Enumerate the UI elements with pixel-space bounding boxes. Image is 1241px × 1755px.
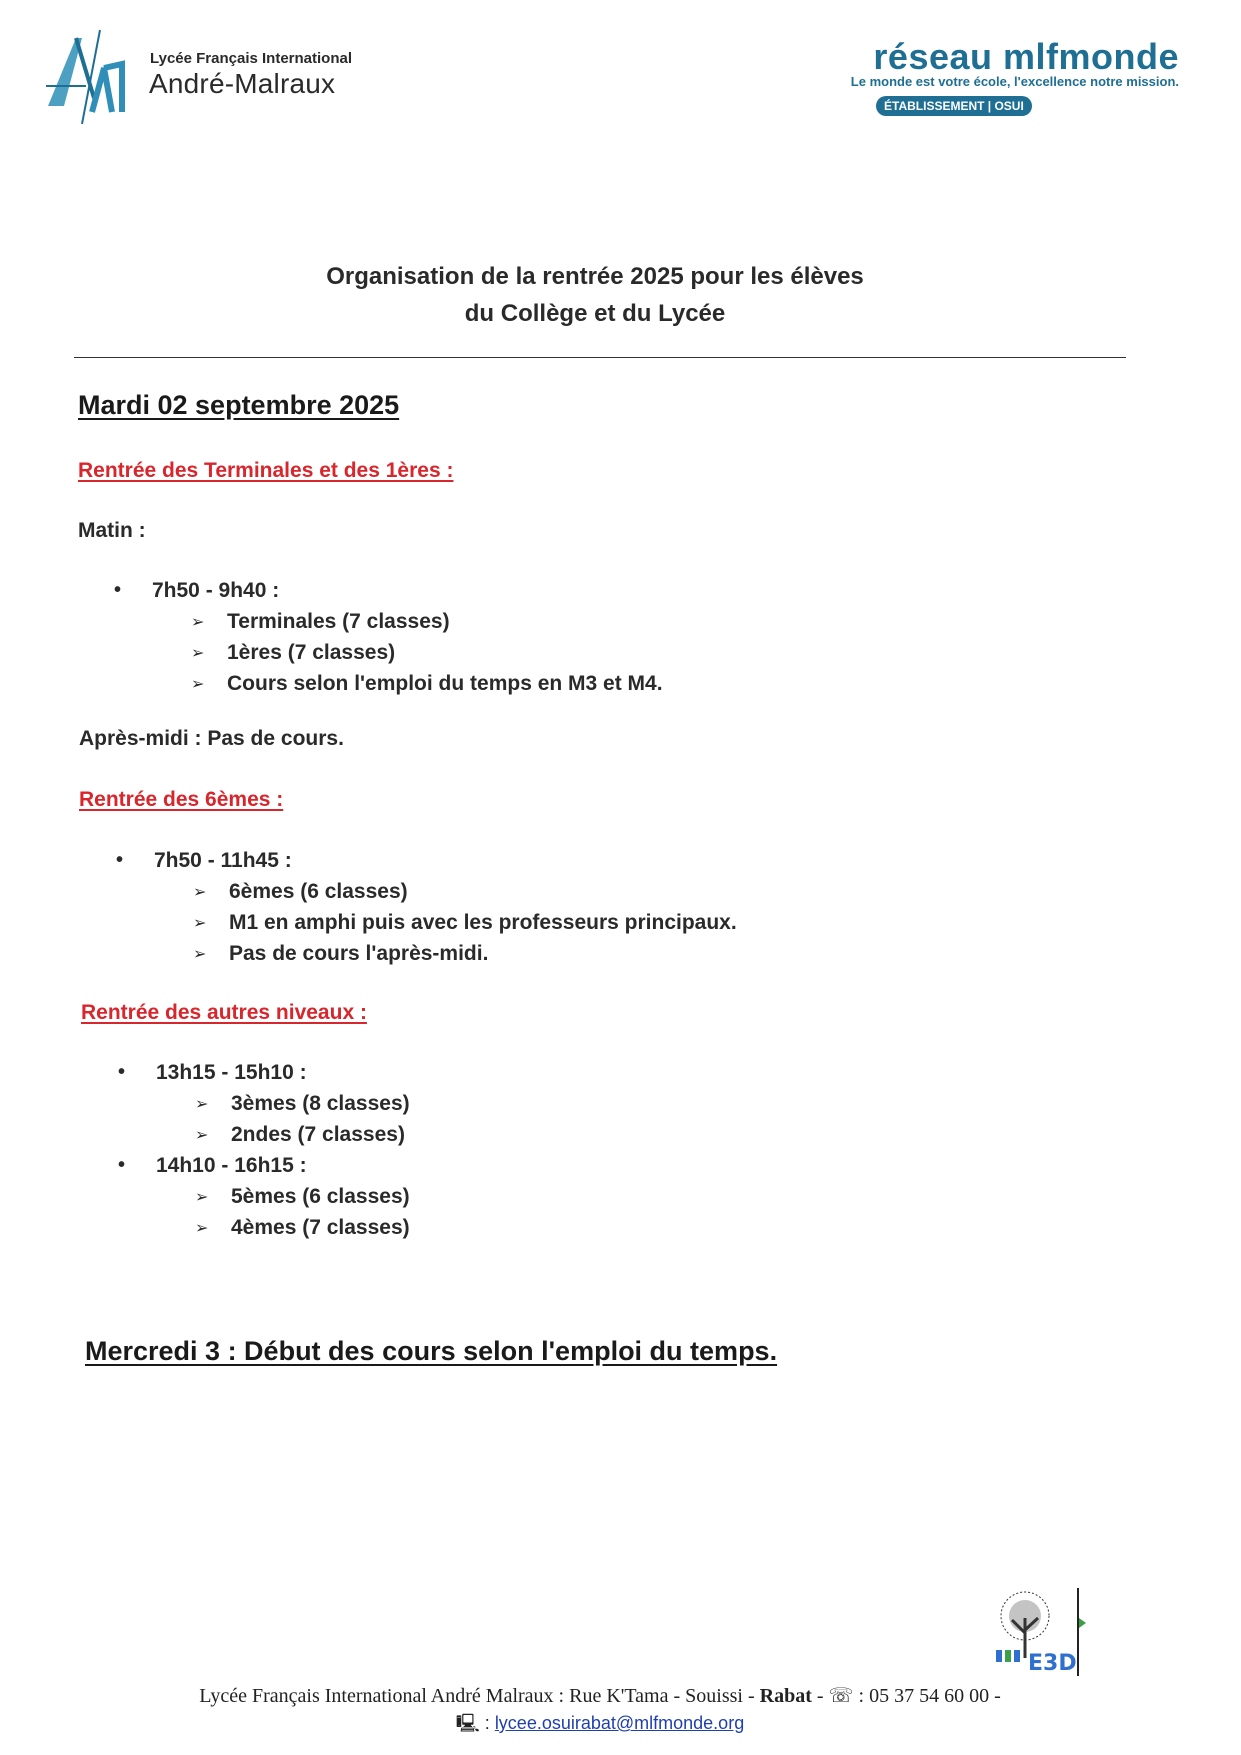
terminales-schedule [114, 575, 663, 699]
list-item [195, 1212, 410, 1243]
list-item [193, 876, 737, 907]
matin-label: Matin : [78, 519, 146, 542]
list-item-text: M1 en amphi puis avec les professeurs principaux. [229, 911, 737, 934]
list-item [193, 938, 737, 969]
list-item-text: 1ères (7 classes) [227, 641, 396, 664]
network-tagline: Le monde est votre école, l'excellence notre mission. [850, 74, 1179, 89]
school-name: André-Malraux [149, 68, 336, 99]
list-item-text: 6èmes (6 classes) [229, 880, 408, 903]
list-item-text: 3èmes (8 classes) [231, 1092, 410, 1115]
document-title [0, 258, 1190, 332]
list-item [191, 668, 663, 699]
list-item [191, 606, 663, 637]
title-divider [74, 357, 1126, 358]
title-line-2: du Collège et du Lycée [464, 300, 726, 327]
list-item-text: Pas de cours l'après-midi. [229, 942, 489, 965]
e3d-logo-text: E3D [1028, 1651, 1077, 1676]
time-slot-label: 7h50 - 9h40 : [152, 579, 280, 602]
arrow-bullet-icon: ➢ [193, 944, 207, 963]
sixiemes-schedule [116, 845, 737, 969]
sub-list [156, 1181, 410, 1243]
time-slot [118, 1057, 410, 1150]
footer-address-text: Lycée Français International André Malraux : Rue K'Tama - Souissi - [199, 1685, 755, 1707]
footer-phone: - ☏ : 05 37 54 60 00 - [816, 1685, 1001, 1707]
arrow-bullet-icon: ➢ [193, 913, 207, 932]
arrow-bullet-icon: ➢ [193, 882, 207, 901]
apres-midi-text: Après-midi : Pas de cours. [79, 727, 344, 750]
list-item [193, 907, 737, 938]
tuesday-heading: Mardi 02 septembre 2025 [78, 390, 400, 420]
sub-list [152, 606, 663, 699]
time-slot [116, 845, 737, 969]
bullet-icon: • [114, 579, 122, 601]
list-item-text: 4èmes (7 classes) [231, 1216, 410, 1239]
list-item-text: 5èmes (6 classes) [231, 1185, 410, 1208]
footer-email-link[interactable]: lycee.osuirabat@mlfmonde.org [494, 1713, 745, 1733]
footer-contact [0, 1711, 1200, 1741]
list-item [195, 1181, 410, 1212]
sixiemes-heading: Rentrée des 6èmes : [79, 788, 284, 811]
time-slot-label: 13h15 - 15h10 : [156, 1061, 307, 1084]
time-slot [114, 575, 663, 699]
network-badge: ÉTABLISSEMENT | OSUI [876, 96, 1032, 116]
terminales-heading: Rentrée des Terminales et des 1ères : [78, 459, 454, 482]
sub-list [156, 1088, 410, 1150]
arrow-bullet-icon: ➢ [191, 612, 205, 631]
time-slot-label: 7h50 - 11h45 : [154, 849, 292, 872]
computer-icon: 🖳 : [455, 1713, 490, 1733]
bullet-icon: • [116, 849, 124, 871]
arrow-bullet-icon: ➢ [191, 674, 205, 693]
bullet-icon: • [118, 1154, 126, 1176]
arrow-bullet-icon: ➢ [195, 1187, 209, 1206]
footer-address [0, 1683, 1200, 1708]
arrow-bullet-icon: ➢ [191, 643, 205, 662]
time-slot-label: 14h10 - 16h15 : [156, 1154, 307, 1177]
time-slot [118, 1150, 410, 1243]
school-subtitle: Lycée Français International [150, 50, 353, 67]
arrow-bullet-icon: ➢ [195, 1218, 209, 1237]
bullet-icon: • [118, 1061, 126, 1083]
list-item [195, 1119, 410, 1150]
arrow-bullet-icon: ➢ [195, 1125, 209, 1144]
e3d-tree-logo [990, 1588, 1086, 1678]
am-logo [42, 28, 138, 124]
list-item [195, 1088, 410, 1119]
list-item-text: 2ndes (7 classes) [231, 1123, 405, 1146]
list-item [191, 637, 663, 668]
list-item-text: Cours selon l'emploi du temps en M3 et M4. [227, 672, 663, 695]
footer-city: Rabat [759, 1685, 812, 1707]
arrow-bullet-icon: ➢ [195, 1094, 209, 1113]
title-line-1: Organisation de la rentrée 2025 pour les élèves [326, 263, 864, 290]
autres-schedule [118, 1057, 410, 1243]
wednesday-heading: Mercredi 3 : Début des cours selon l'emploi du temps. [85, 1336, 778, 1366]
list-item-text: Terminales (7 classes) [227, 610, 450, 633]
sub-list [154, 876, 737, 969]
autres-niveaux-heading: Rentrée des autres niveaux : [81, 1001, 367, 1024]
network-logo-text: réseau mlfmonde [873, 36, 1179, 77]
